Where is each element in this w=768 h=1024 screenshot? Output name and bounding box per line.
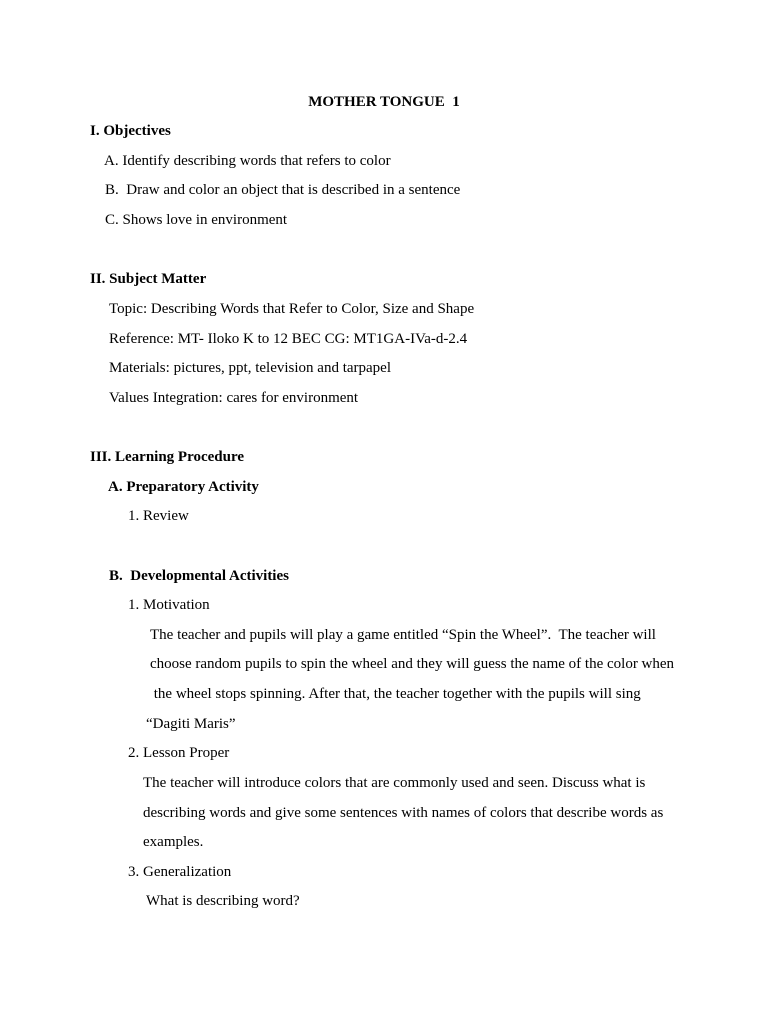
generalization-question: What is describing word? [146,893,300,909]
review-item: 1. Review [128,508,189,524]
lesson-proper-line: examples. [143,834,204,850]
lesson-proper-line: The teacher will introduce colors that are commonly used and seen. Discuss what is [143,775,646,791]
motivation-label: 1. Motivation [128,597,210,613]
lesson-proper-label: 2. Lesson Proper [128,745,230,761]
generalization-label: 3. Generalization [128,864,232,880]
objectives-heading: I. Objectives [90,123,171,139]
developmental-activities-heading: B. Developmental Activities [109,568,289,584]
objective-item-a: A. Identify describing words that refers to color [104,153,391,169]
preparatory-activity-heading: A. Preparatory Activity [108,479,259,495]
learning-procedure-heading: III. Learning Procedure [90,449,245,465]
motivation-line: The teacher and pupils will play a game entitled “Spin the Wheel”. The teacher will [150,627,656,643]
objective-item-b: B. Draw and color an object that is described in a sentence [105,182,461,198]
document-title: MOTHER TONGUE 1 [308,94,460,110]
objective-item-c: C. Shows love in environment [105,212,288,228]
motivation-line: the wheel stops spinning. After that, the teacher together with the pupils will sing [150,686,641,702]
subject-topic: Topic: Describing Words that Refer to Color, Size and Shape [109,301,475,317]
subject-reference: Reference: MT- Iloko K to 12 BEC CG: MT1GA-IVa-d-2.4 [109,331,468,347]
subject-matter-heading: II. Subject Matter [90,271,207,287]
subject-materials: Materials: pictures, ppt, television and tarpapel [109,360,391,376]
motivation-line: “Dagiti Maris” [146,716,236,732]
lesson-proper-line: describing words and give some sentences with names of colors that describe words as [143,805,664,821]
subject-values: Values Integration: cares for environment [109,390,359,406]
motivation-line: choose random pupils to spin the wheel and they will guess the name of the color when [150,656,675,672]
